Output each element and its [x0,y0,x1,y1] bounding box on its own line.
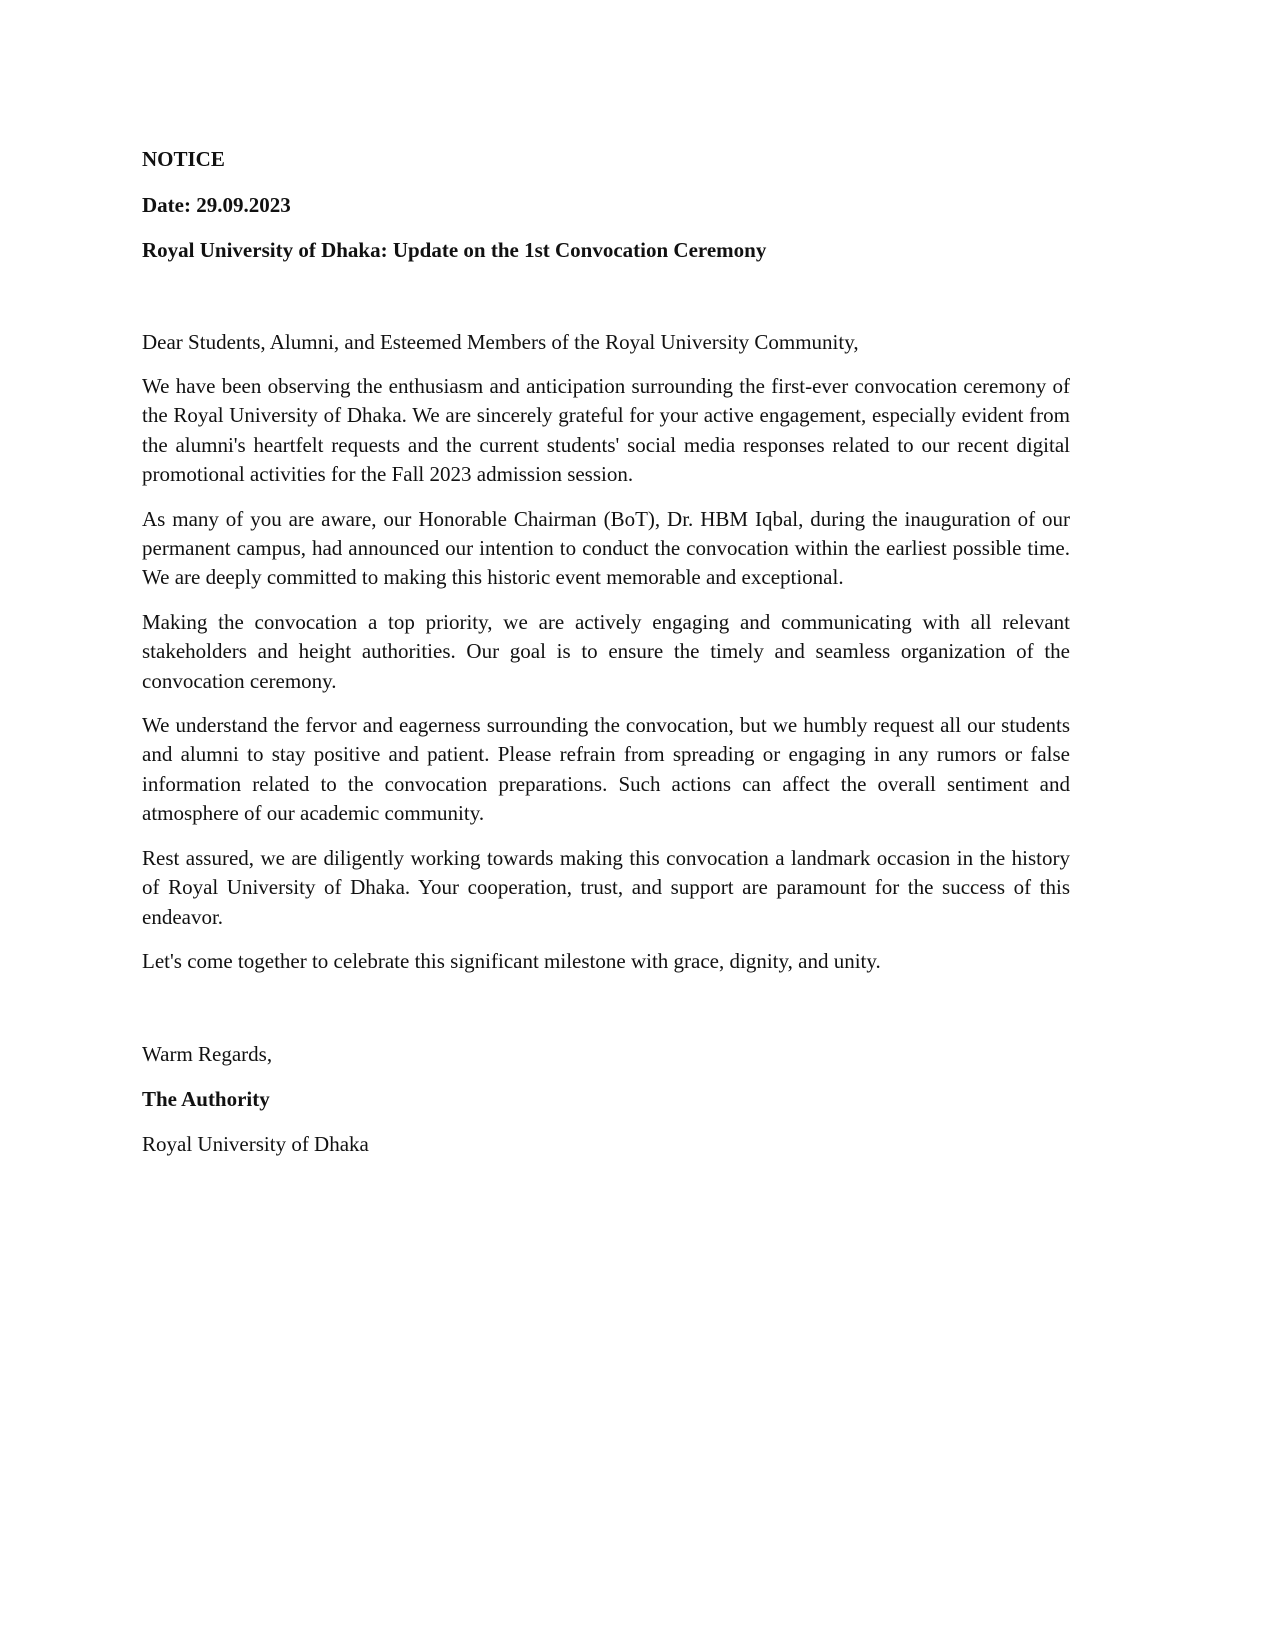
letter-paragraph-2: As many of you are aware, our Honorable Chairman (BoT), Dr. HBM Iqbal, during the inauguration of our permanent campus, had announced our intention to conduct the convocation within the earliest possible time. We are deeply committed to making this historic event memorable and exceptional. [142,506,1070,590]
letter-paragraph-1: We have been observing the enthusiasm and anticipation surrounding the first-ever convocation ceremony of the Royal University of Dhaka. We are sincerely grateful for your active engagement, especially evident from the alumni's heartfelt requests and the current students' social media responses related to our recent digital promotional activities for the Fall 2023 admission session. [142,374,1070,487]
notice-document [142,140,1070,1159]
letter-paragraph-4: We understand the fervor and eagerness surrounding the convocation, but we humbly request all our students and alumni to stay positive and patient. Please refrain from spreading or engaging in any rumors or false information related to the convocation preparations. Such actions can affect the overall sentiment and atmosphere of our academic community. [142,713,1070,826]
letter-salutation: Dear Students, Alumni, and Esteemed Members of the Royal University Community, [142,330,859,354]
letter-paragraph-5: Rest assured, we are diligently working towards making this convocation a landmark occasion in the history of Royal University of Dhaka. Your cooperation, trust, and support are paramount for the success of this endeavor. [142,845,1070,929]
notice-title: Royal University of Dhaka: Update on the 1st Convocation Ceremony [142,238,767,262]
letter-signatory: The Authority [142,1087,270,1112]
letter-paragraph-3: Making the convocation a top priority, we are actively engaging and communicating with all relevant stakeholders and height authorities. Our goal is to ensure the timely and seamless organization of the convocation ceremony. [142,609,1070,693]
letter-organization: Royal University of Dhaka [142,1132,369,1157]
letter-paragraph-6: Let's come together to celebrate this significant milestone with grace, dignity, and unity. [142,948,881,973]
notice-heading: NOTICE [142,147,225,171]
letter-closing: Warm Regards, [142,1042,273,1067]
notice-date: Date: 29.09.2023 [142,193,291,217]
